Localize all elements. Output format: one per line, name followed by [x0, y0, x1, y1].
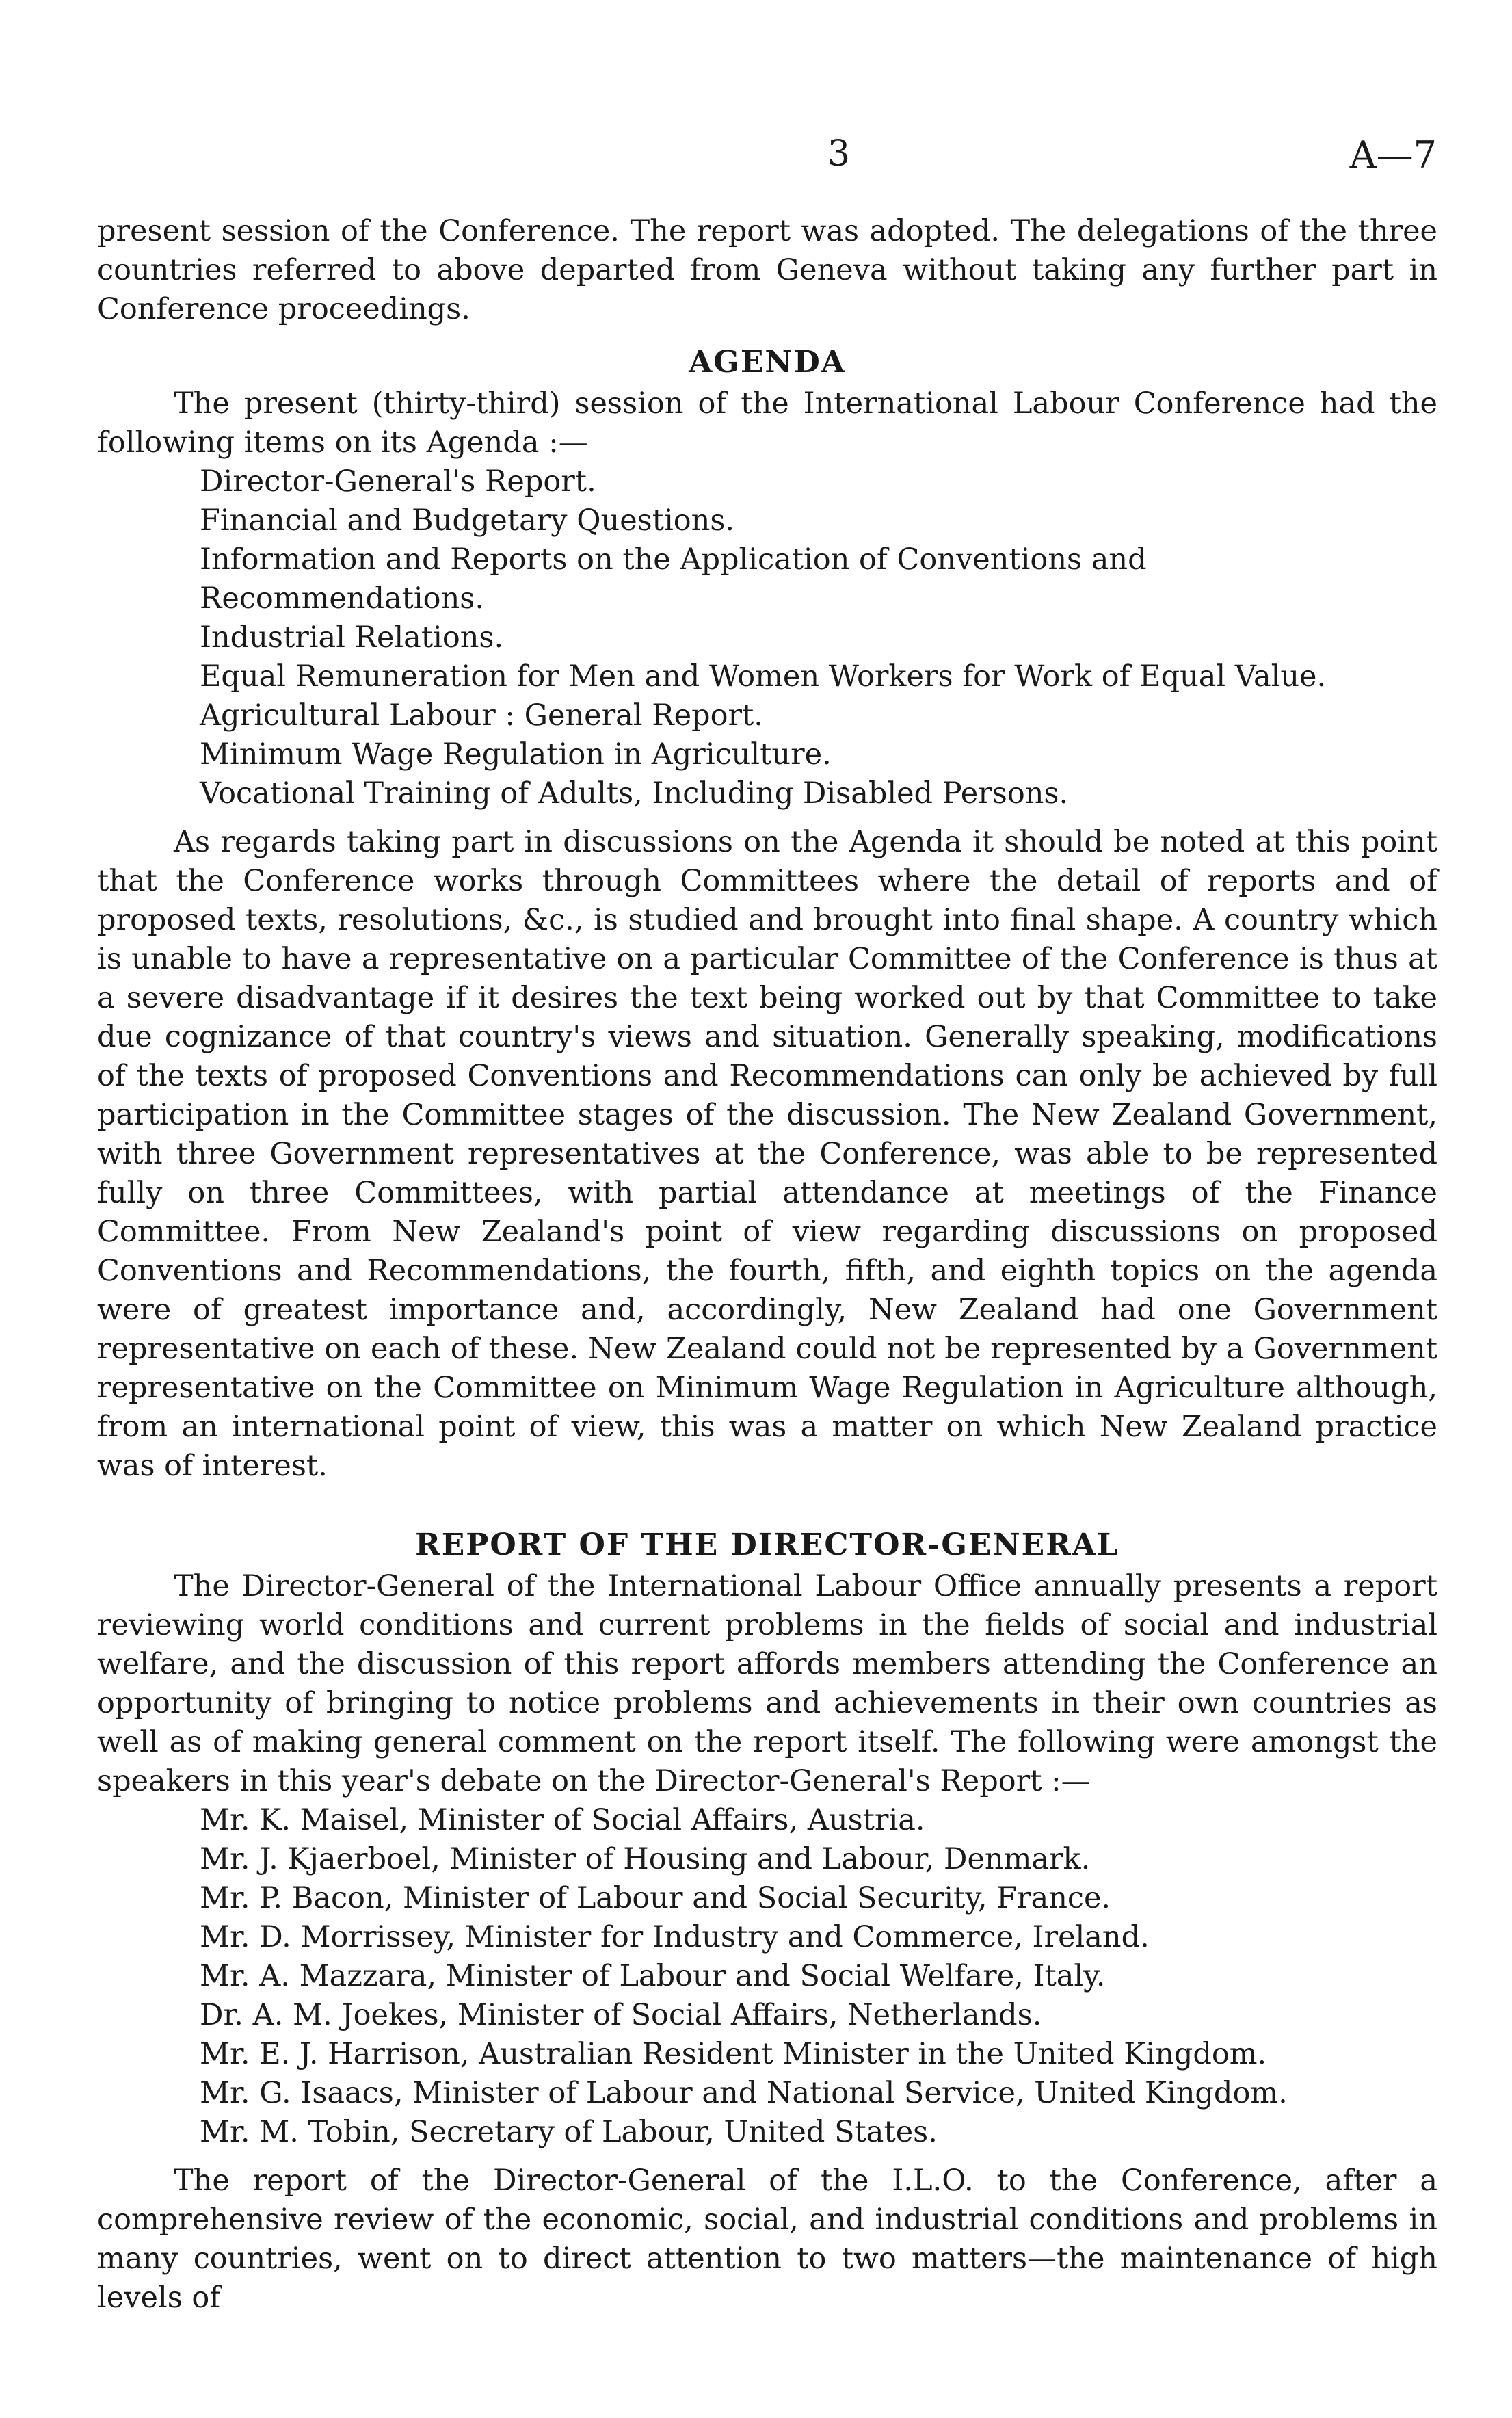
speaker-item: Mr. M. Tobin, Secretary of Labour, United States.	[200, 2115, 938, 2149]
agenda-item: Agricultural Labour : General Report.	[200, 698, 763, 733]
agenda-item: Industrial Relations.	[200, 620, 504, 655]
agenda-item: Director-General's Report.	[200, 464, 596, 499]
director-report-intro: The Director-General of the International Labour Office annually presents a report reviewing world conditions and current problems in the fields of social and industrial welfare, and the discussion of this report affords members attending the Conference an opportunity of bringing to notice problems and achievements in their own countries as well as of making general comment on the report itself. The following were amongst the speakers in this year's debate on the Director-General's Report :—	[97, 1569, 1437, 1798]
agenda-item: Vocational Training of Adults, Including Disabled Persons.	[200, 776, 1069, 811]
speaker-item: Dr. A. M. Joekes, Minister of Social Affairs, Netherlands.	[200, 1998, 1042, 2032]
speaker-item: Mr. P. Bacon, Minister of Labour and Social Security, France.	[200, 1881, 1111, 1915]
speaker-item: Mr. A. Mazzara, Minister of Labour and Social Welfare, Italy.	[200, 1959, 1106, 1993]
director-report-heading: REPORT OF THE DIRECTOR-GENERAL	[415, 1527, 1119, 1562]
speaker-item: Mr. G. Isaacs, Minister of Labour and National Service, United Kingdom.	[200, 2076, 1288, 2110]
agenda-heading: AGENDA	[689, 345, 846, 380]
speaker-item: Mr. J. Kjaerboel, Minister of Housing and Labour, Denmark.	[200, 1842, 1091, 1876]
intro-paragraph: present session of the Conference. The report was adopted. The delegations of the three countries referred to above departed from Geneva without taking any further part in Conference proceedings.	[97, 214, 1437, 326]
agenda-item: Financial and Budgetary Questions.	[200, 503, 735, 538]
director-report-closing: The report of the Director-General of the I.L.O. to the Conference, after a comprehensive review of the economic, social, and industrial conditions and problems in many countries, went on to direct attention to two matters—the maintenance of high levels of	[97, 2164, 1437, 2315]
agenda-item: Information and Reports on the Application of Conventions and Recommendations.	[200, 542, 1147, 616]
speakers-list	[97, 1801, 1437, 2152]
page-content	[97, 212, 1437, 2317]
page-header	[96, 133, 1444, 181]
agenda-item: Minimum Wage Regulation in Agriculture.	[200, 737, 832, 772]
speaker-item: Mr. K. Maisel, Minister of Social Affairs, Austria.	[200, 1803, 925, 1837]
agenda-intro: The present (thirty-third) session of the International Labour Conference had the following items on its Agenda :—	[97, 386, 1437, 460]
speaker-item: Mr. E. J. Harrison, Australian Resident Minister in the United Kingdom.	[200, 2037, 1267, 2071]
agenda-item: Equal Remuneration for Men and Women Workers for Work of Equal Value.	[200, 659, 1327, 694]
document-reference: A—7	[1349, 133, 1437, 176]
page-number: 3	[827, 133, 851, 174]
speaker-item: Mr. D. Morrissey, Minister for Industry and Commerce, Ireland.	[200, 1920, 1150, 1954]
agenda-list	[97, 462, 1437, 813]
agenda-discussion-paragraph: As regards taking part in discussions on the Agenda it should be noted at this point that the Conference works through Committees where the detail of reports and of proposed texts, resolutions, &c., is studied and brought into final shape. A country which is unable to have a representative on a particular Committee of the Conference is thus at a severe disadvantage if it desires the text being worked out by that Committee to take due cognizance of that country's views and situation. Generally speaking, modifications of the texts of proposed Conventions and Recommendations can only be achieved by full participation in the Committee stages of the discussion. The New Zealand Government, with three Government representatives at the Conference, was able to be represented fully on three Committees, with partial attendance at meetings of the Finance Committee. From New Zealand's point of view regarding discussions on proposed Conventions and Recommendations, the fourth, fifth, and eighth topics on the agenda were of greatest importance and, accordingly, New Zealand had one Government representative on each of these. New Zealand could not be represented by a Government representative on the Committee on Minimum Wage Regulation in Agriculture although, from an international point of view, this was a matter on which New Zealand practice was of interest.	[97, 825, 1437, 1483]
